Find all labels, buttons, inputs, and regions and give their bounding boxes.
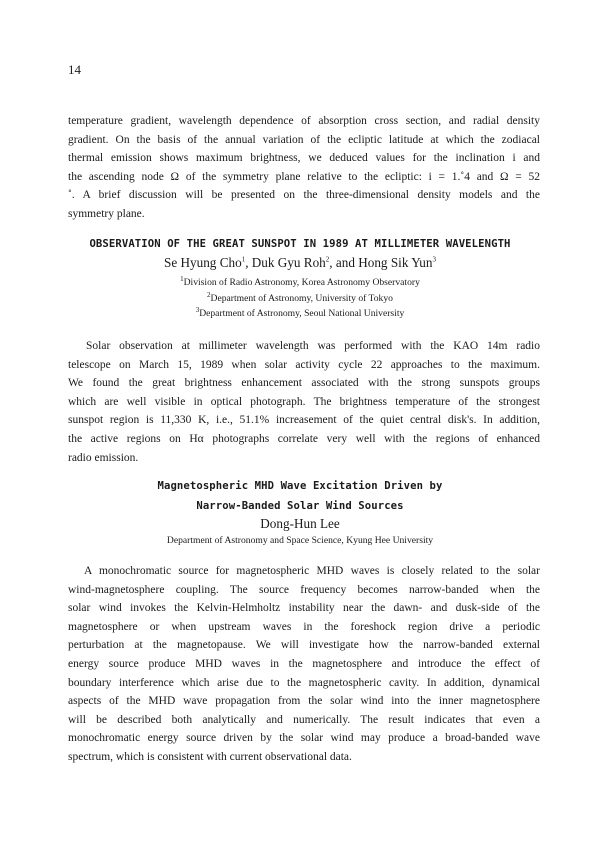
text-line: temperature gradient, wavelength dependence of absorption cross section, and radial density [68, 115, 540, 127]
affil-text: Department of Astronomy, Seoul National University [199, 308, 405, 319]
text-line: energy source produce MHD waves in the magnetosphere and introduce the effect of [68, 657, 540, 670]
text-line: the active regions on Hα photographs correlate very well with the regions of enhanced [68, 432, 540, 445]
affiliation [0, 305, 600, 319]
author-name: Se Hyung Cho [164, 255, 242, 270]
affil-mark: 2 [207, 290, 211, 299]
text-line: which are well visible in optical photograph. The brightness temperature of the strongest [68, 395, 540, 408]
text-line: wind-magnetosphere coupling. The source frequency becomes narrow-banded when the [68, 583, 540, 596]
text-line: gradient. On the basis of the annual variation of the ecliptic latitude at which the zodiacal [68, 133, 540, 146]
text-line: boundary interference which arise due to the magnetospheric cavity. In addition, dynamical [68, 676, 540, 689]
affil-mark: 1 [180, 274, 184, 283]
article-abstract [68, 337, 540, 467]
text-line: sunspot region is 11,330 K, i.e., 51.1% increasement of the quiet central disk's. In addition, [68, 414, 540, 427]
affil-mark: 3 [195, 305, 200, 314]
text-line: ˚. A brief discussion will be presented on the three-dimensional density models and the [68, 189, 540, 202]
author-name: Hong Sik Yun [358, 255, 433, 270]
text-line: magnetosphere or when upstream waves in the foreshock region drive a periodic [68, 620, 540, 633]
author-separator: , and [329, 255, 359, 270]
text-line: Solar observation at millimeter wavelength was performed with the KAO 14m radio [86, 340, 540, 352]
text-line: aspects of the MHD wave propagation from the solar wind into the inner magnetosphere [68, 695, 540, 708]
author-separator: , [245, 255, 252, 270]
author-name: Dong-Hun Lee [260, 516, 340, 531]
author-name: Duk Gyu Roh [251, 255, 326, 270]
text-line: thermal emission shows maximum brightness, we deduced values for the inclination i and [68, 152, 540, 165]
text-line: will be described both analytically and numerically. The result indicates that even a [68, 713, 540, 726]
author-affil-mark: 2 [325, 255, 330, 264]
text-line: radio emission. [68, 451, 139, 464]
affiliation: Department of Astronomy and Space Science, Kyung Hee University [166, 535, 434, 546]
previous-abstract-continuation [68, 112, 540, 224]
author-affil-mark: 3 [432, 255, 436, 264]
author-affil-mark: 1 [241, 255, 246, 264]
affiliation [0, 274, 600, 288]
page-number: 14 [68, 62, 81, 77]
author-list [0, 255, 600, 271]
text-line: monochromatic energy source driven by the solar wind may produce a broad-banded wave [68, 732, 540, 745]
affil-text: Division of Radio Astronomy, Korea Astronomy Observatory [183, 277, 420, 288]
text-line: spectrum, which is consistent with current observational data. [68, 750, 352, 763]
article-abstract [68, 562, 540, 767]
text-line: We found the great brightness enhancement associated with the strong sunspots groups [68, 377, 540, 390]
text-line: perturbation at the magnetopause. We will investigate how the narrow-banded external [68, 639, 540, 652]
text-line: solar wind invokes the Kelvin-Helmholtz instability near the dawn- and dusk-side of the [68, 602, 540, 615]
text-line: A monochromatic source for magnetospheric MHD waves is closely related to the solar [84, 565, 540, 577]
article-title-line: Magnetospheric MHD Wave Excitation Driven by [157, 480, 443, 492]
affiliation [0, 290, 600, 304]
article-title-line: Narrow-Banded Solar Wind Sources [196, 500, 404, 512]
text-line: symmetry plane. [68, 207, 145, 220]
text-line: telescope on March 15, 1989 when solar activity cycle 22 approaches to the maximum. [68, 358, 540, 371]
text-line: the ascending node Ω of the symmetry plane relative to the ecliptic: i = 1.˚4 and Ω = 52 [68, 170, 540, 183]
affil-text: Department of Astronomy, University of Tokyo [210, 293, 393, 304]
article-title: OBSERVATION OF THE GREAT SUNSPOT IN 1989 AT MILLIMETER WAVELENGTH [89, 238, 511, 250]
